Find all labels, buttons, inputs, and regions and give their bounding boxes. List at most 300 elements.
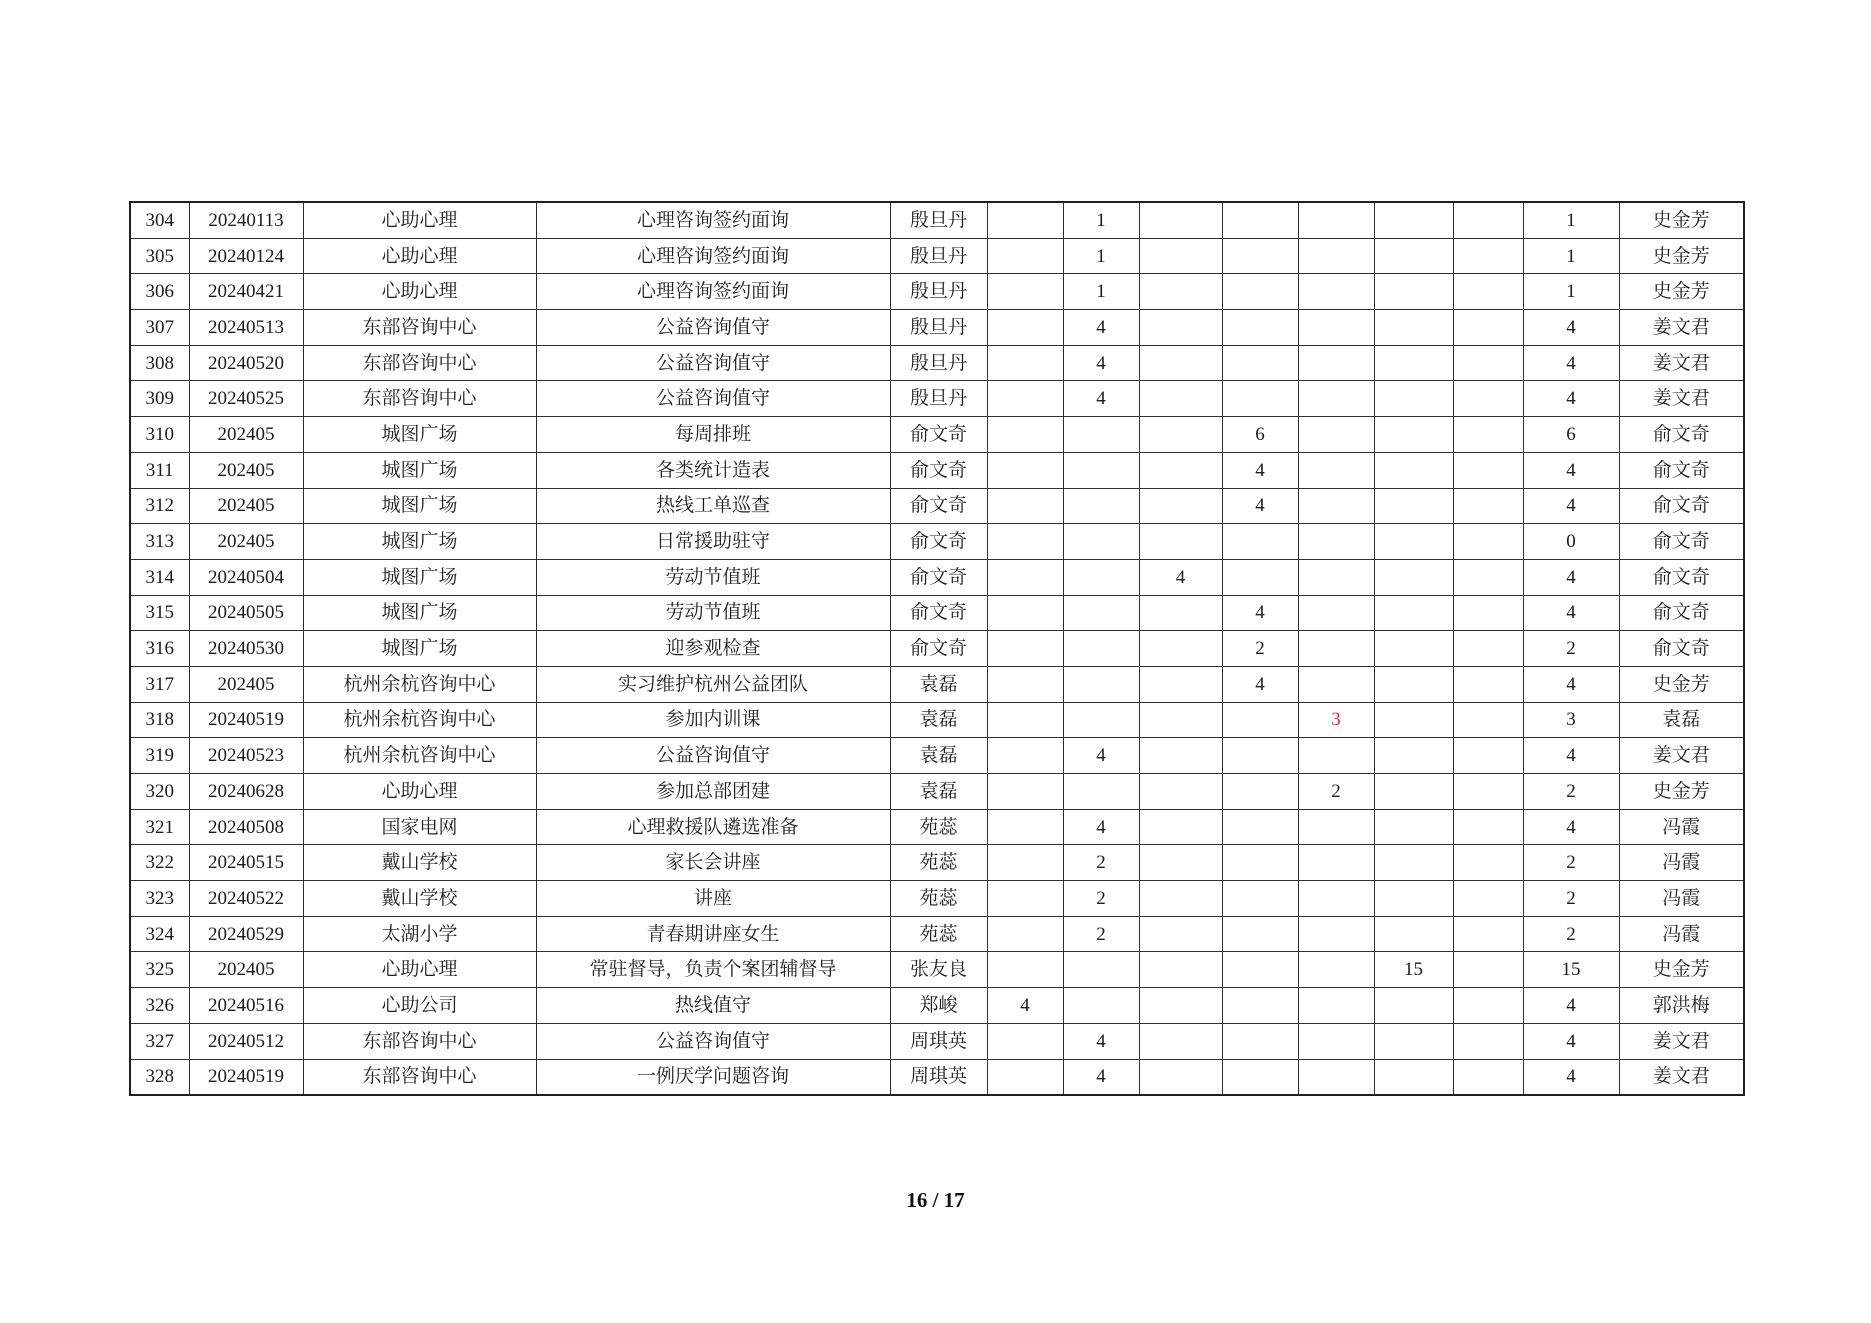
- cell-hours-col-4: [1222, 238, 1298, 274]
- cell-hours-col-7: [1453, 417, 1523, 453]
- cell-supervisor: 冯霞: [1619, 845, 1744, 881]
- cell-date: 20240523: [189, 738, 303, 774]
- cell-hours-col-6: [1374, 381, 1453, 417]
- cell-hours-col-4: [1222, 881, 1298, 917]
- cell-hours-col-4: [1222, 345, 1298, 381]
- cell-row-number: 306: [130, 274, 189, 310]
- cell-activity: 心理救援队遴选准备: [536, 809, 890, 845]
- cell-hours-col-4: 4: [1222, 488, 1298, 524]
- cell-person: 郑峻: [890, 988, 987, 1024]
- cell-hours-col-6: [1374, 595, 1453, 631]
- cell-row-number: 309: [130, 381, 189, 417]
- cell-hours-col-6: [1374, 845, 1453, 881]
- cell-person: 袁磊: [890, 666, 987, 702]
- cell-person: 俞文奇: [890, 595, 987, 631]
- cell-supervisor: 冯霞: [1619, 809, 1744, 845]
- cell-organization: 心助心理: [303, 238, 536, 274]
- cell-date: 20240519: [189, 1059, 303, 1095]
- cell-total: 1: [1523, 202, 1619, 238]
- cell-hours-col-5: [1298, 559, 1374, 595]
- cell-hours-col-7: [1453, 881, 1523, 917]
- cell-hours-col-4: [1222, 952, 1298, 988]
- cell-activity: 劳动节值班: [536, 595, 890, 631]
- cell-activity: 日常援助驻守: [536, 524, 890, 560]
- cell-total: 4: [1523, 738, 1619, 774]
- cell-hours-col-3: [1139, 702, 1222, 738]
- cell-hours-col-4: [1222, 916, 1298, 952]
- cell-person: 俞文奇: [890, 524, 987, 560]
- cell-hours-col-1: [987, 845, 1063, 881]
- cell-hours-col-6: [1374, 1059, 1453, 1095]
- cell-hours-col-3: [1139, 417, 1222, 453]
- cell-hours-col-5: [1298, 809, 1374, 845]
- table-row: [130, 702, 1744, 738]
- cell-hours-col-7: [1453, 1059, 1523, 1095]
- table-row: [130, 666, 1744, 702]
- cell-person: 俞文奇: [890, 631, 987, 667]
- cell-hours-col-7: [1453, 345, 1523, 381]
- cell-organization: 戴山学校: [303, 881, 536, 917]
- cell-row-number: 312: [130, 488, 189, 524]
- cell-person: 俞文奇: [890, 417, 987, 453]
- cell-hours-col-7: [1453, 774, 1523, 810]
- cell-person: 殷旦丹: [890, 345, 987, 381]
- cell-hours-col-7: [1453, 988, 1523, 1024]
- cell-hours-col-6: [1374, 238, 1453, 274]
- cell-hours-col-1: [987, 559, 1063, 595]
- cell-hours-col-7: [1453, 310, 1523, 346]
- cell-organization: 城图广场: [303, 452, 536, 488]
- cell-organization: 城图广场: [303, 524, 536, 560]
- cell-hours-col-2: 4: [1063, 381, 1139, 417]
- cell-hours-col-5: [1298, 345, 1374, 381]
- cell-supervisor: 俞文奇: [1619, 595, 1744, 631]
- cell-date: 20240529: [189, 916, 303, 952]
- cell-person: 袁磊: [890, 702, 987, 738]
- cell-hours-col-4: [1222, 274, 1298, 310]
- cell-hours-col-3: [1139, 845, 1222, 881]
- cell-hours-col-7: [1453, 952, 1523, 988]
- cell-hours-col-2: 1: [1063, 238, 1139, 274]
- cell-supervisor: 姜文君: [1619, 1023, 1744, 1059]
- cell-person: 俞文奇: [890, 452, 987, 488]
- cell-hours-col-4: [1222, 310, 1298, 346]
- cell-total: 2: [1523, 845, 1619, 881]
- cell-total: 4: [1523, 1059, 1619, 1095]
- cell-activity: 公益咨询值守: [536, 345, 890, 381]
- cell-person: 张友良: [890, 952, 987, 988]
- cell-total: 4: [1523, 809, 1619, 845]
- cell-total: 4: [1523, 666, 1619, 702]
- cell-hours-col-2: [1063, 631, 1139, 667]
- cell-person: 殷旦丹: [890, 238, 987, 274]
- cell-organization: 心助心理: [303, 774, 536, 810]
- cell-activity: 劳动节值班: [536, 559, 890, 595]
- cell-hours-col-4: [1222, 738, 1298, 774]
- cell-hours-col-7: [1453, 845, 1523, 881]
- cell-hours-col-2: [1063, 702, 1139, 738]
- cell-activity: 心理咨询签约面询: [536, 274, 890, 310]
- cell-hours-col-3: [1139, 881, 1222, 917]
- cell-hours-col-5: [1298, 310, 1374, 346]
- cell-hours-col-7: [1453, 238, 1523, 274]
- cell-total: 4: [1523, 1023, 1619, 1059]
- cell-hours-col-3: [1139, 666, 1222, 702]
- cell-hours-col-1: [987, 1059, 1063, 1095]
- cell-date: 20240515: [189, 845, 303, 881]
- cell-hours-col-5: [1298, 845, 1374, 881]
- cell-hours-col-1: [987, 595, 1063, 631]
- cell-row-number: 315: [130, 595, 189, 631]
- cell-hours-col-1: [987, 202, 1063, 238]
- cell-hours-col-3: [1139, 381, 1222, 417]
- cell-hours-col-7: [1453, 631, 1523, 667]
- cell-hours-col-1: [987, 666, 1063, 702]
- cell-organization: 心助公司: [303, 988, 536, 1024]
- cell-hours-col-1: [987, 952, 1063, 988]
- cell-activity: 热线工单巡查: [536, 488, 890, 524]
- table-row: [130, 345, 1744, 381]
- cell-person: 殷旦丹: [890, 274, 987, 310]
- cell-organization: 杭州余杭咨询中心: [303, 666, 536, 702]
- cell-hours-col-4: [1222, 809, 1298, 845]
- cell-hours-col-2: [1063, 452, 1139, 488]
- cell-hours-col-6: [1374, 417, 1453, 453]
- cell-hours-col-5: [1298, 524, 1374, 560]
- cell-hours-col-1: [987, 274, 1063, 310]
- cell-hours-col-2: 1: [1063, 274, 1139, 310]
- cell-supervisor: 史金芳: [1619, 666, 1744, 702]
- table-row: [130, 1059, 1744, 1095]
- cell-hours-col-4: 6: [1222, 417, 1298, 453]
- cell-row-number: 325: [130, 952, 189, 988]
- cell-activity: 各类统计造表: [536, 452, 890, 488]
- cell-person: 殷旦丹: [890, 202, 987, 238]
- cell-supervisor: 史金芳: [1619, 952, 1744, 988]
- cell-hours-col-5: [1298, 738, 1374, 774]
- cell-hours-col-3: [1139, 809, 1222, 845]
- cell-hours-col-2: 4: [1063, 738, 1139, 774]
- cell-date: 202405: [189, 666, 303, 702]
- cell-hours-col-4: [1222, 988, 1298, 1024]
- cell-total: 4: [1523, 452, 1619, 488]
- cell-supervisor: 俞文奇: [1619, 417, 1744, 453]
- cell-total: 4: [1523, 559, 1619, 595]
- cell-activity: 参加内训课: [536, 702, 890, 738]
- cell-hours-col-2: [1063, 595, 1139, 631]
- cell-total: 4: [1523, 381, 1619, 417]
- cell-row-number: 319: [130, 738, 189, 774]
- cell-supervisor: 史金芳: [1619, 238, 1744, 274]
- cell-date: 20240113: [189, 202, 303, 238]
- cell-hours-col-1: [987, 238, 1063, 274]
- cell-hours-col-2: 2: [1063, 845, 1139, 881]
- cell-hours-col-4: [1222, 702, 1298, 738]
- cell-organization: 东部咨询中心: [303, 1059, 536, 1095]
- cell-date: 20240505: [189, 595, 303, 631]
- cell-hours-col-6: [1374, 702, 1453, 738]
- cell-hours-col-6: [1374, 738, 1453, 774]
- cell-organization: 心助心理: [303, 202, 536, 238]
- cell-person: 殷旦丹: [890, 381, 987, 417]
- cell-hours-col-6: [1374, 202, 1453, 238]
- cell-hours-col-4: [1222, 1023, 1298, 1059]
- cell-row-number: 318: [130, 702, 189, 738]
- table-row: [130, 1023, 1744, 1059]
- cell-supervisor: 俞文奇: [1619, 559, 1744, 595]
- cell-row-number: 322: [130, 845, 189, 881]
- cell-hours-col-1: [987, 702, 1063, 738]
- cell-hours-col-5: [1298, 1059, 1374, 1095]
- cell-hours-col-1: [987, 916, 1063, 952]
- cell-organization: 戴山学校: [303, 845, 536, 881]
- cell-hours-col-3: [1139, 524, 1222, 560]
- cell-hours-col-4: 4: [1222, 452, 1298, 488]
- cell-organization: 东部咨询中心: [303, 381, 536, 417]
- cell-supervisor: 姜文君: [1619, 1059, 1744, 1095]
- cell-person: 苑蕊: [890, 881, 987, 917]
- cell-date: 20240508: [189, 809, 303, 845]
- cell-activity: 实习维护杭州公益团队: [536, 666, 890, 702]
- cell-hours-col-6: [1374, 774, 1453, 810]
- cell-supervisor: 冯霞: [1619, 916, 1744, 952]
- cell-hours-col-3: [1139, 952, 1222, 988]
- cell-activity: 参加总部团建: [536, 774, 890, 810]
- cell-person: 苑蕊: [890, 916, 987, 952]
- table-row: [130, 488, 1744, 524]
- cell-person: 殷旦丹: [890, 310, 987, 346]
- cell-organization: 城图广场: [303, 559, 536, 595]
- cell-hours-col-2: 2: [1063, 881, 1139, 917]
- table-row: [130, 417, 1744, 453]
- cell-hours-col-4: 4: [1222, 666, 1298, 702]
- cell-total: 2: [1523, 631, 1619, 667]
- cell-hours-col-5: [1298, 952, 1374, 988]
- cell-activity: 心理咨询签约面询: [536, 238, 890, 274]
- cell-date: 20240520: [189, 345, 303, 381]
- cell-hours-col-2: 4: [1063, 345, 1139, 381]
- cell-supervisor: 俞文奇: [1619, 524, 1744, 560]
- cell-hours-col-4: [1222, 845, 1298, 881]
- cell-person: 苑蕊: [890, 845, 987, 881]
- cell-organization: 杭州余杭咨询中心: [303, 738, 536, 774]
- cell-hours-col-3: [1139, 310, 1222, 346]
- cell-hours-col-3: [1139, 738, 1222, 774]
- cell-date: 20240512: [189, 1023, 303, 1059]
- cell-hours-col-2: 1: [1063, 202, 1139, 238]
- cell-total: 4: [1523, 595, 1619, 631]
- cell-hours-col-2: [1063, 952, 1139, 988]
- cell-hours-col-5: [1298, 631, 1374, 667]
- cell-hours-col-4: [1222, 1059, 1298, 1095]
- cell-activity: 常驻督导，负责个案团辅督导: [536, 952, 890, 988]
- cell-supervisor: 史金芳: [1619, 274, 1744, 310]
- cell-hours-col-3: [1139, 345, 1222, 381]
- cell-hours-col-3: [1139, 274, 1222, 310]
- cell-hours-col-5: [1298, 916, 1374, 952]
- cell-date: 20240516: [189, 988, 303, 1024]
- cell-hours-col-3: [1139, 202, 1222, 238]
- cell-hours-col-1: [987, 774, 1063, 810]
- cell-supervisor: 姜文君: [1619, 738, 1744, 774]
- cell-supervisor: 俞文奇: [1619, 631, 1744, 667]
- cell-hours-col-6: [1374, 631, 1453, 667]
- cell-hours-col-1: [987, 738, 1063, 774]
- cell-date: 20240124: [189, 238, 303, 274]
- cell-activity: 讲座: [536, 881, 890, 917]
- cell-total: 2: [1523, 774, 1619, 810]
- cell-hours-col-1: [987, 488, 1063, 524]
- cell-hours-col-2: [1063, 488, 1139, 524]
- cell-hours-col-1: [987, 1023, 1063, 1059]
- cell-hours-col-1: [987, 417, 1063, 453]
- cell-supervisor: 史金芳: [1619, 202, 1744, 238]
- cell-hours-col-3: [1139, 988, 1222, 1024]
- cell-hours-col-1: [987, 452, 1063, 488]
- activity-log-table: [129, 201, 1745, 1096]
- cell-hours-col-7: [1453, 666, 1523, 702]
- cell-row-number: 327: [130, 1023, 189, 1059]
- cell-date: 20240530: [189, 631, 303, 667]
- cell-hours-col-1: [987, 809, 1063, 845]
- cell-hours-col-2: [1063, 417, 1139, 453]
- cell-row-number: 304: [130, 202, 189, 238]
- table-row: [130, 916, 1744, 952]
- cell-hours-col-3: [1139, 1059, 1222, 1095]
- cell-hours-col-1: [987, 881, 1063, 917]
- cell-hours-col-5: [1298, 417, 1374, 453]
- cell-total: 15: [1523, 952, 1619, 988]
- cell-activity: 热线值守: [536, 988, 890, 1024]
- cell-organization: 城图广场: [303, 417, 536, 453]
- cell-hours-col-5: [1298, 381, 1374, 417]
- cell-hours-col-5: [1298, 274, 1374, 310]
- cell-hours-col-6: [1374, 988, 1453, 1024]
- cell-hours-col-5: [1298, 666, 1374, 702]
- cell-hours-col-2: [1063, 559, 1139, 595]
- table-row: [130, 845, 1744, 881]
- cell-hours-col-7: [1453, 274, 1523, 310]
- cell-supervisor: 姜文君: [1619, 345, 1744, 381]
- cell-hours-col-7: [1453, 488, 1523, 524]
- cell-hours-col-3: [1139, 916, 1222, 952]
- cell-row-number: 323: [130, 881, 189, 917]
- cell-date: 202405: [189, 417, 303, 453]
- cell-hours-col-7: [1453, 381, 1523, 417]
- cell-activity: 每周排班: [536, 417, 890, 453]
- table-row: [130, 559, 1744, 595]
- cell-date: 20240628: [189, 774, 303, 810]
- cell-hours-col-4: 2: [1222, 631, 1298, 667]
- cell-hours-col-6: [1374, 310, 1453, 346]
- cell-total: 6: [1523, 417, 1619, 453]
- cell-hours-col-6: [1374, 1023, 1453, 1059]
- table-row: [130, 952, 1744, 988]
- cell-hours-col-7: [1453, 202, 1523, 238]
- table-row: [130, 202, 1744, 238]
- cell-hours-col-6: [1374, 916, 1453, 952]
- cell-hours-col-7: [1453, 702, 1523, 738]
- cell-organization: 太湖小学: [303, 916, 536, 952]
- cell-hours-col-6: [1374, 881, 1453, 917]
- cell-hours-col-5: [1298, 488, 1374, 524]
- cell-hours-col-5: [1298, 202, 1374, 238]
- cell-supervisor: 袁磊: [1619, 702, 1744, 738]
- cell-row-number: 305: [130, 238, 189, 274]
- cell-hours-col-5: [1298, 595, 1374, 631]
- cell-total: 4: [1523, 345, 1619, 381]
- table-row: [130, 274, 1744, 310]
- cell-date: 20240504: [189, 559, 303, 595]
- cell-row-number: 317: [130, 666, 189, 702]
- cell-hours-col-7: [1453, 452, 1523, 488]
- cell-hours-col-2: 4: [1063, 809, 1139, 845]
- cell-supervisor: 史金芳: [1619, 774, 1744, 810]
- table-row: [130, 774, 1744, 810]
- cell-hours-col-1: [987, 631, 1063, 667]
- cell-hours-col-5: 2: [1298, 774, 1374, 810]
- cell-supervisor: 俞文奇: [1619, 452, 1744, 488]
- cell-organization: 杭州余杭咨询中心: [303, 702, 536, 738]
- cell-hours-col-6: [1374, 274, 1453, 310]
- cell-hours-col-7: [1453, 809, 1523, 845]
- cell-hours-col-5: [1298, 452, 1374, 488]
- cell-activity: 家长会讲座: [536, 845, 890, 881]
- cell-organization: 心助心理: [303, 952, 536, 988]
- cell-organization: 城图广场: [303, 631, 536, 667]
- cell-hours-col-1: [987, 345, 1063, 381]
- cell-activity: 迎参观检查: [536, 631, 890, 667]
- cell-date: 202405: [189, 524, 303, 560]
- cell-hours-col-6: [1374, 559, 1453, 595]
- cell-hours-col-7: [1453, 524, 1523, 560]
- cell-hours-col-7: [1453, 738, 1523, 774]
- cell-row-number: 321: [130, 809, 189, 845]
- cell-organization: 东部咨询中心: [303, 310, 536, 346]
- table-body: [130, 202, 1744, 1095]
- cell-organization: 心助心理: [303, 274, 536, 310]
- cell-row-number: 324: [130, 916, 189, 952]
- cell-person: 俞文奇: [890, 559, 987, 595]
- cell-total: 3: [1523, 702, 1619, 738]
- cell-hours-col-6: [1374, 666, 1453, 702]
- cell-row-number: 311: [130, 452, 189, 488]
- cell-hours-col-3: 4: [1139, 559, 1222, 595]
- cell-hours-col-6: [1374, 452, 1453, 488]
- cell-total: 2: [1523, 916, 1619, 952]
- cell-hours-col-2: 4: [1063, 310, 1139, 346]
- cell-organization: 城图广场: [303, 595, 536, 631]
- cell-hours-col-3: [1139, 595, 1222, 631]
- table-row: [130, 381, 1744, 417]
- cell-supervisor: 冯霞: [1619, 881, 1744, 917]
- cell-hours-col-3: [1139, 238, 1222, 274]
- cell-organization: 国家电网: [303, 809, 536, 845]
- cell-hours-col-6: [1374, 345, 1453, 381]
- cell-activity: 公益咨询值守: [536, 1023, 890, 1059]
- cell-row-number: 307: [130, 310, 189, 346]
- cell-hours-col-3: [1139, 488, 1222, 524]
- cell-hours-col-2: 4: [1063, 1023, 1139, 1059]
- table-row: [130, 595, 1744, 631]
- table-row: [130, 238, 1744, 274]
- cell-row-number: 326: [130, 988, 189, 1024]
- cell-hours-col-4: [1222, 381, 1298, 417]
- table-row: [130, 809, 1744, 845]
- cell-row-number: 308: [130, 345, 189, 381]
- cell-total: 4: [1523, 488, 1619, 524]
- cell-supervisor: 郭洪梅: [1619, 988, 1744, 1024]
